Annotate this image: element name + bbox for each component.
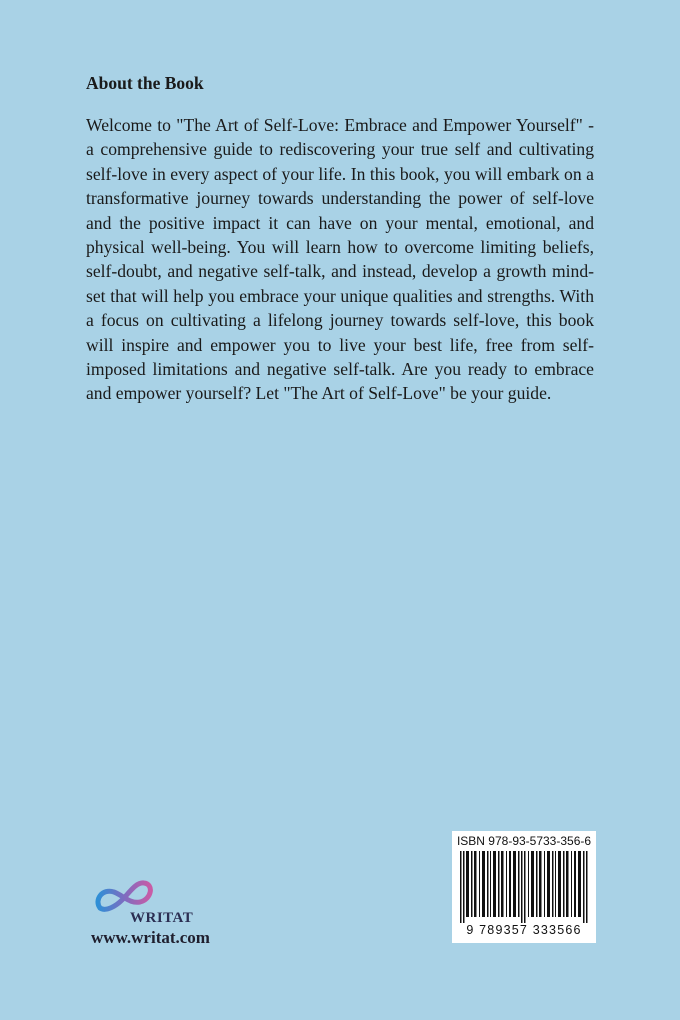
barcode-bars [458, 851, 590, 923]
publisher-website: www.writat.com [91, 928, 210, 947]
isbn-barcode [452, 831, 596, 943]
section-heading: About the Book [86, 73, 204, 93]
barcode-digits: 9 789357 333566 [466, 923, 582, 937]
publisher-name: WRITAT [130, 910, 194, 926]
publisher-logo [88, 872, 248, 952]
book-blurb: Welcome to "The Art of Self-Love: Embrace and Empower Yourself" - a comprehensive guide to rediscovering your true self and cultivating self-love in every aspect of your life. In this book, you will embark on a transformative journey towards understanding the power of self-love and the positive impact it can have on your mental, emotional, and physical well-being. You will learn how to overcome limiting beliefs, self-doubt, and negative self-talk, and instead, develop a growth mind-set that will help you embrace your unique qualities and strengths. With a focus on cultivating a lifelong journey towards self-love, this book will inspire and empower you to live your best life, free from self-imposed limitations and negative self-talk. Are you ready to embrace and empower yourself? Let "The Art of Self-Love" be your guide. [86, 115, 594, 404]
isbn-label: ISBN 978-93-5733-356-6 [456, 834, 592, 848]
